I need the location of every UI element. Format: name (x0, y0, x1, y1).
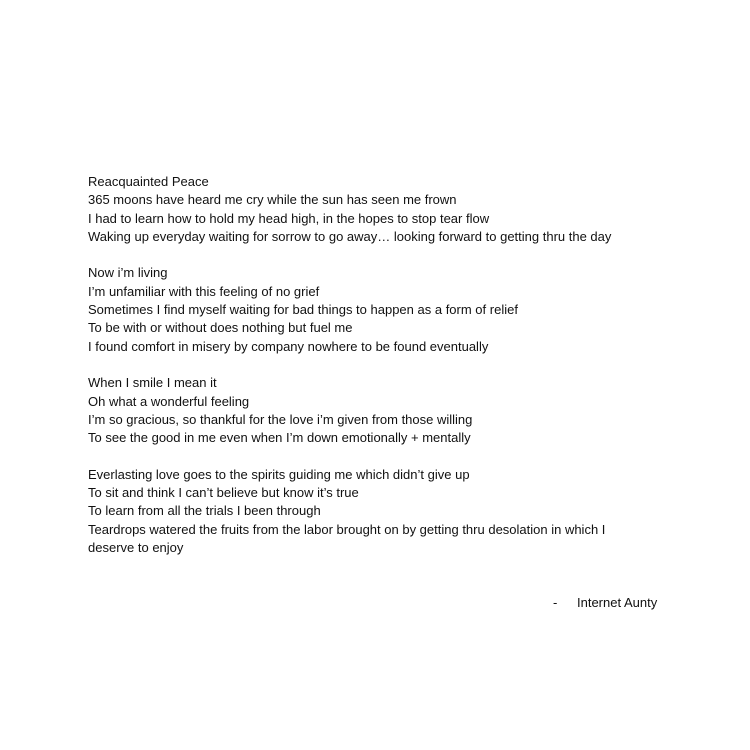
poem-line: To be with or without does nothing but fuel me (88, 320, 353, 336)
poem-line: Sometimes I find myself waiting for bad things to happen as a form of relief (88, 302, 518, 318)
poem-title: Reacquainted Peace (88, 174, 209, 189)
author-signature (553, 594, 657, 612)
poem-stanza-2 (88, 264, 648, 355)
poem-line: I had to learn how to hold my head high, in the hopes to stop tear flow (88, 210, 490, 226)
poem-line: To learn from all the trials I been through (88, 503, 321, 519)
poem-line: When I smile I mean it (88, 375, 217, 391)
poem-line: Teardrops watered the fruits from the labor brought on by getting thru desolation in which I deserve to enjoy (88, 521, 606, 555)
poem-stanza-3 (88, 374, 648, 447)
poem-line: Now i’m living (88, 265, 168, 281)
poem-line: To sit and think I can’t believe but know it’s true (88, 485, 359, 501)
author-name: Internet Aunty (577, 595, 658, 610)
poem-line: To see the good in me even when I’m down emotionally + mentally (88, 430, 471, 446)
poem-line: Everlasting love goes to the spirits guiding me which didn’t give up (88, 466, 470, 482)
poem-stanza-4 (88, 466, 648, 557)
signature-dash: - (553, 595, 558, 610)
poem-body (88, 173, 648, 576)
poem-line: I’m so gracious, so thankful for the love i’m given from those willing (88, 411, 473, 427)
poem-line: Waking up everyday waiting for sorrow to go away… looking forward to getting thru the day (88, 228, 612, 244)
poem-line: Oh what a wonderful feeling (88, 393, 250, 409)
poem-line: I’m unfamiliar with this feeling of no grief (88, 283, 320, 299)
poem-stanza-1 (88, 191, 648, 246)
poem-line: I found comfort in misery by company nowhere to be found eventually (88, 338, 489, 354)
poem-line: 365 moons have heard me cry while the sun has seen me frown (88, 192, 457, 208)
